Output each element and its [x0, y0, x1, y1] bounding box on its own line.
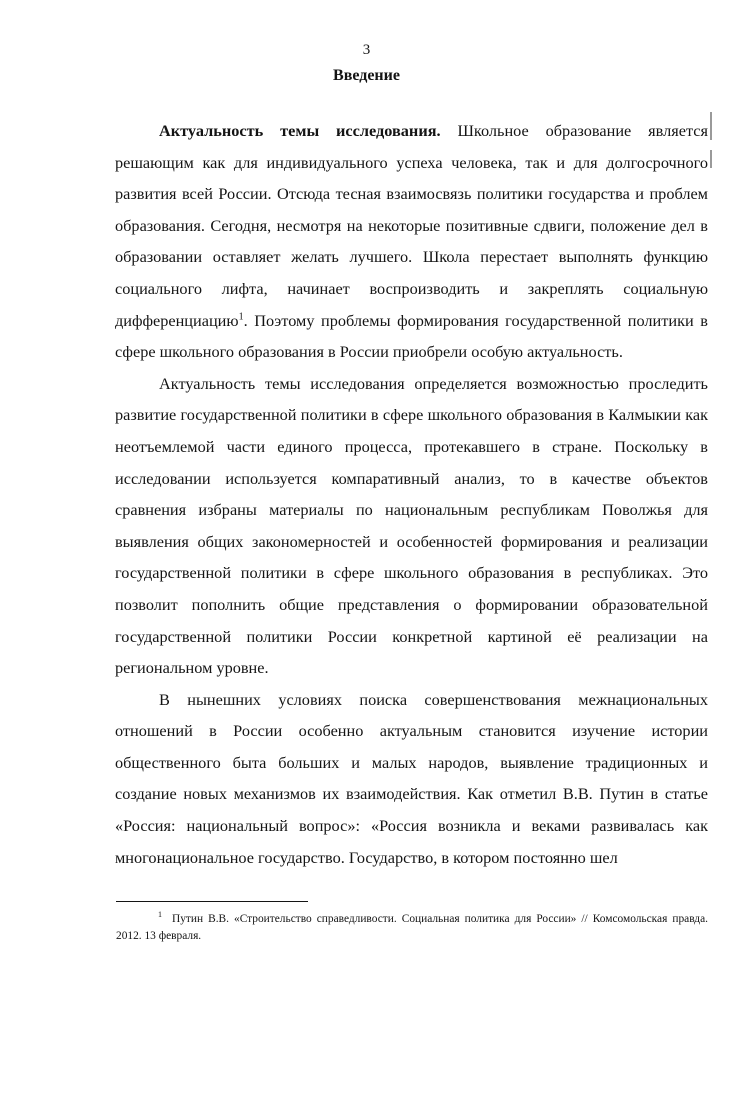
footnote: [116, 911, 708, 945]
page-number: 3: [362, 42, 371, 58]
footnote-separator: [116, 901, 308, 902]
paragraph-1: [115, 115, 708, 368]
scan-edge-mark: [710, 150, 712, 168]
paragraph-1-text-after: . Поэтому проблемы формирования государственной политики в сфере школьного образования в России приобрели особую актуальность.: [115, 310, 708, 362]
paragraph-1-lead: Актуальность темы исследования.: [159, 121, 441, 140]
footnote-number: 1: [158, 910, 162, 920]
paragraph-1-text: Школьное образование является решающим как для индивидуального успеха человека, так и для долгосрочного развития всей России. Отсюда тесная взаимосвязь политики государства и проблем образования. Сегодня, несмотря на некоторые позитивные сдвиги, положение дел в образовании оставляет желать лучшего. Школа перестает выполнять функцию социального лифта, начинает воспроизводить и закреплять социальную дифференциацию: [115, 121, 708, 330]
footnote-text: Путин В.В. «Строительство справедливости. Социальная политика для России» // Комсомольская правда. 2012. 13 февраля.: [116, 913, 708, 942]
paragraph-3: В нынешних условиях поиска совершенствования межнациональных отношений в России особенно актуальным становится изучение истории общественного быта больших и малых народов, выявление традиционных и создание новых механизмов их взаимодействия. Как отметил В.В. Путин в статье «Россия: национальный вопрос»: «Россия возникла и веками развивалась как многонациональное государство. Государство, в котором постоянно шел: [115, 689, 708, 867]
scan-edge-mark: [710, 112, 712, 140]
paragraph-2: Актуальность темы исследования определяется возможностью проследить развитие государственной политики в сфере школьного образования в Калмыкии как неотъемлемой части единого процесса, протекавшего в стране. Поскольку в исследовании используется компаративный анализ, то в качестве объектов сравнения избраны материалы по национальным республикам Поволжья для выявления общих закономерностей и особенностей формирования и реализации государственной политики в сфере школьного образования в республиках. Это позволит пополнить общие представления о формировании образовательной государственной политики России конкретной картиной её реализации на региональном уровне.: [115, 373, 708, 678]
body-text: [115, 115, 708, 873]
page-title: Введение: [333, 67, 400, 84]
footnote-reference: 1: [238, 311, 244, 323]
